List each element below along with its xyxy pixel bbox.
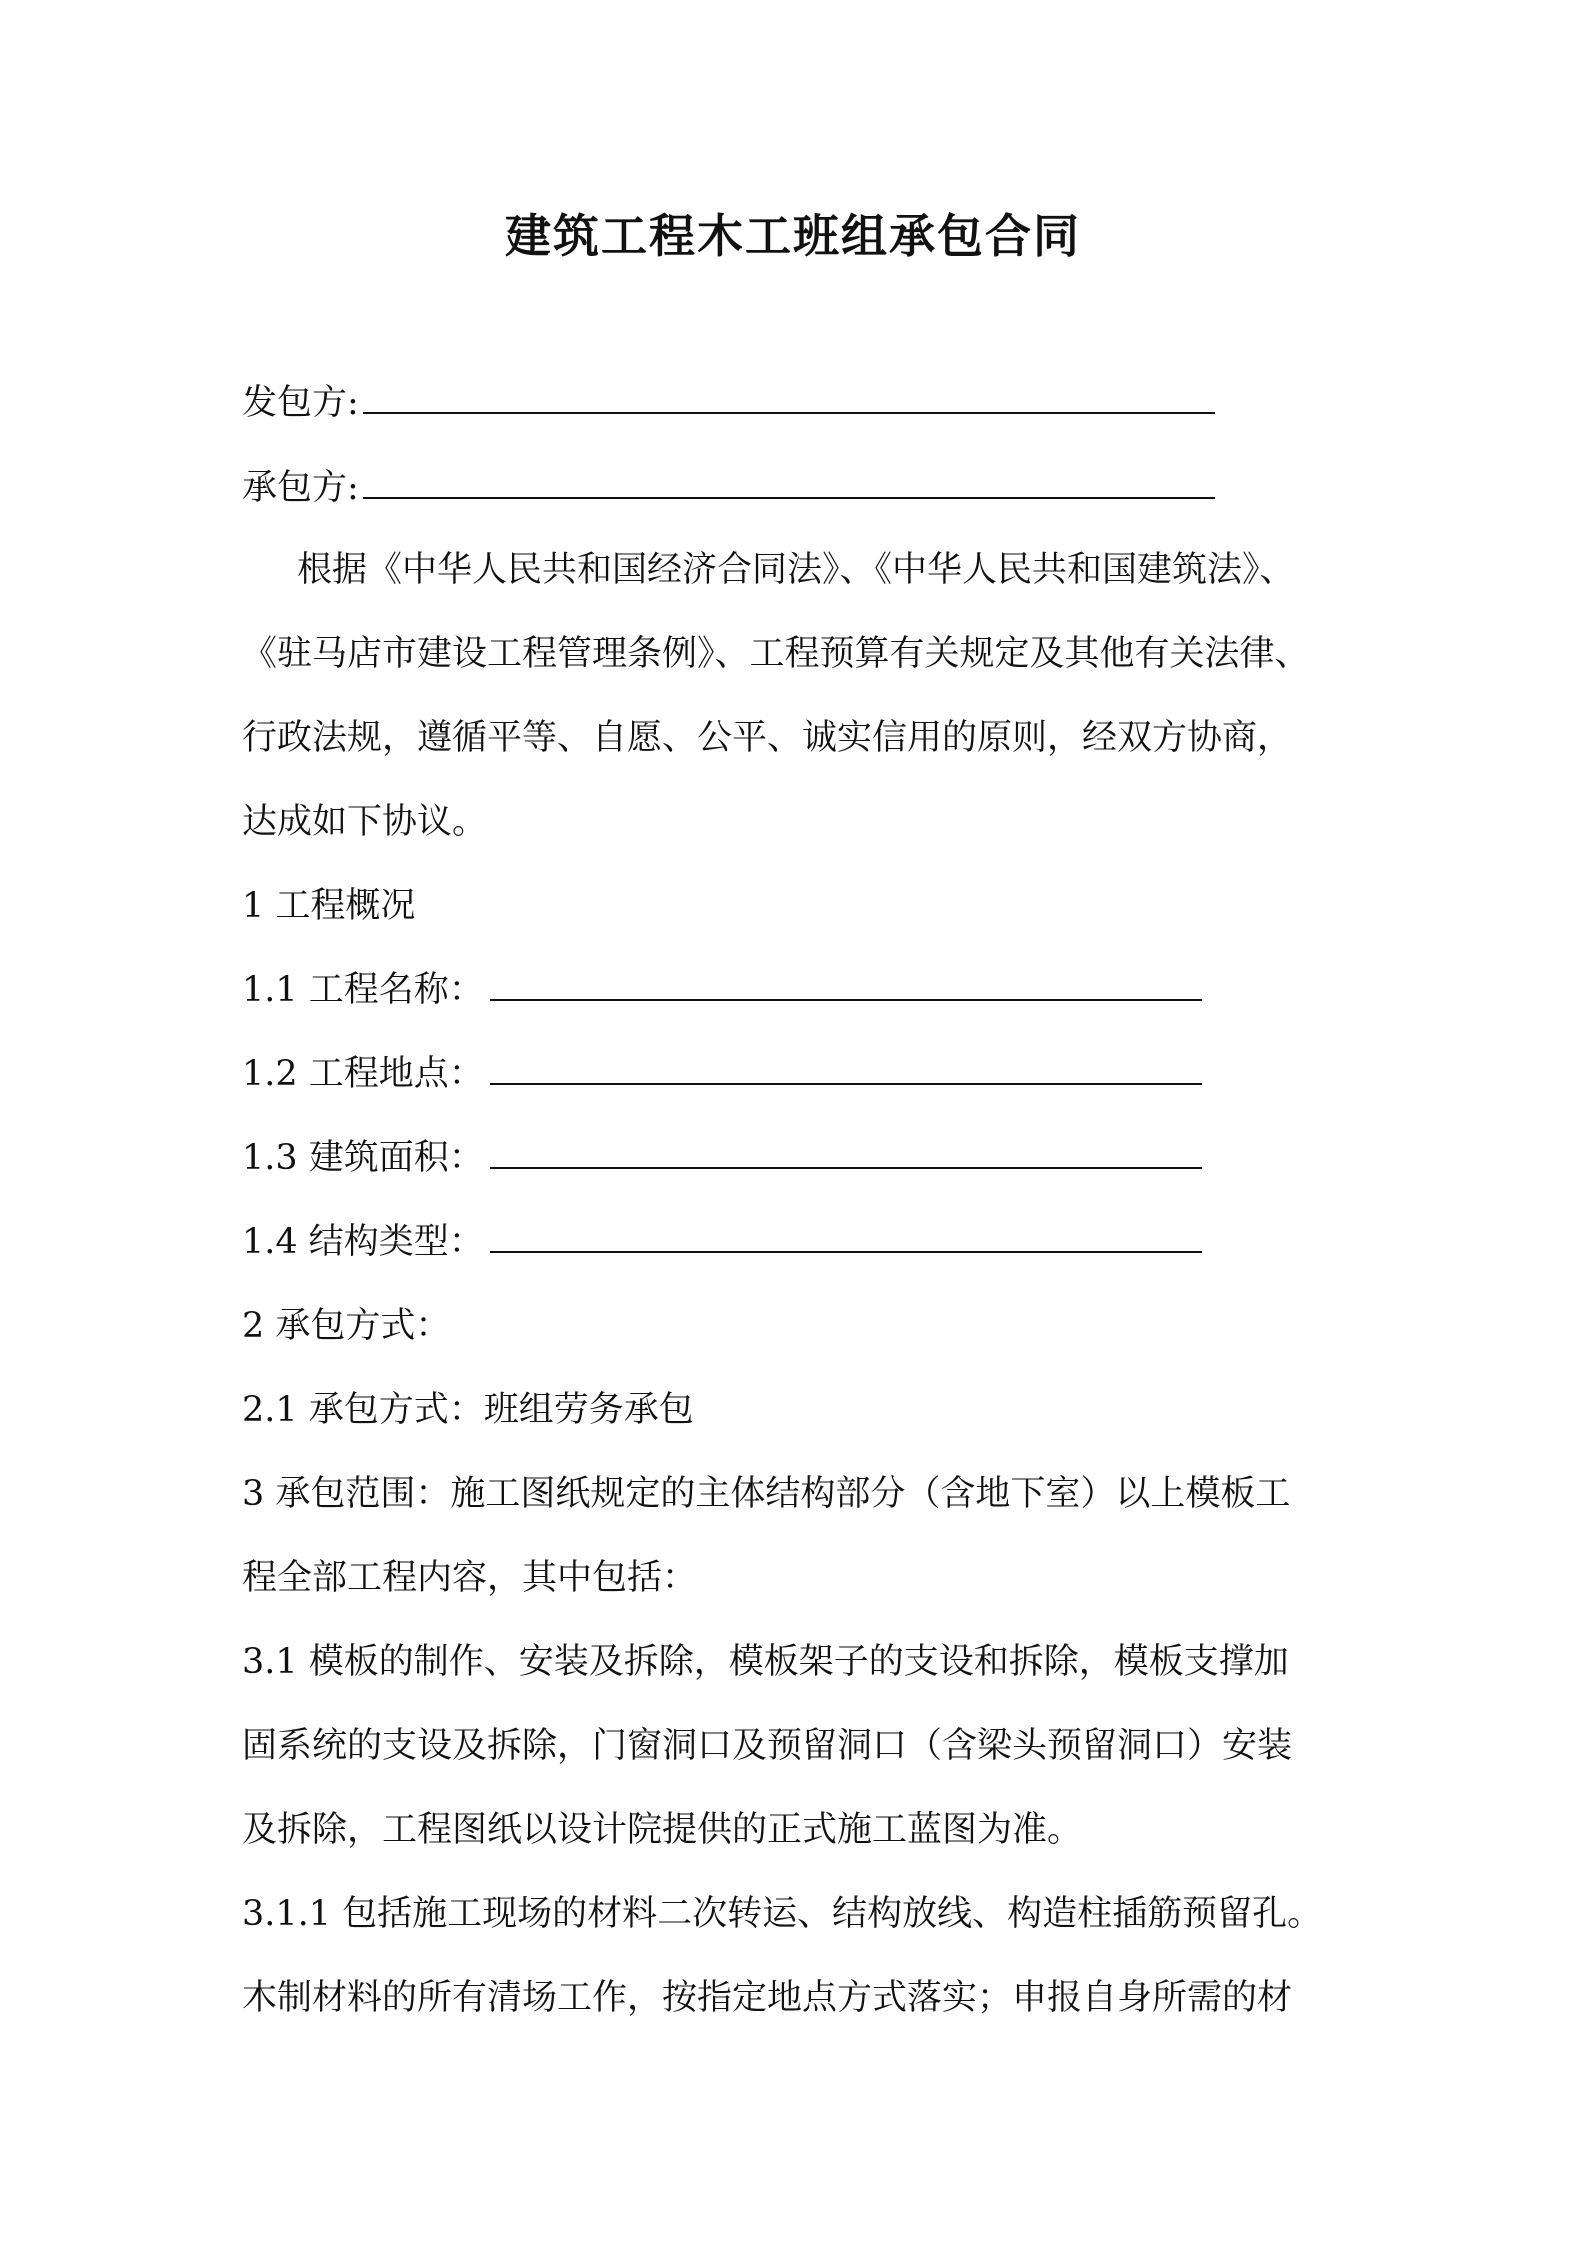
- building-area-blank: [490, 1133, 1202, 1169]
- section3-line-1: 3 承包范围：施工图纸规定的主体结构部分（含地下室）以上模板工: [242, 1474, 1291, 1514]
- section1-heading: 1 工程概况: [242, 886, 416, 926]
- employer-blank: [363, 378, 1215, 414]
- structure-type-line: [242, 1217, 1202, 1267]
- document-title: 建筑工程木工班组承包合同: [505, 209, 1081, 263]
- project-location-blank: [490, 1049, 1202, 1085]
- section3-line-7: 木制材料的所有清场工作，按指定地点方式落实；申报自身所需的材: [242, 1978, 1293, 2018]
- section3-line-5: 及拆除，工程图纸以设计院提供的正式施工蓝图为准。: [242, 1810, 1083, 1850]
- contractor-blank: [363, 463, 1215, 499]
- preamble-line-3: 行政法规，遵循平等、自愿、公平、诚实信用的原则，经双方协商，: [242, 718, 1293, 758]
- structure-type-label: 1.4 结构类型：: [242, 1222, 484, 1262]
- section3-line-2: 程全部工程内容，其中包括：: [242, 1558, 698, 1598]
- project-name-line: [242, 965, 1202, 1015]
- building-area-line: [242, 1133, 1202, 1183]
- preamble-line-4: 达成如下协议。: [242, 802, 488, 842]
- employer-label: 发包方:: [242, 383, 359, 423]
- contractor-line: [242, 463, 1215, 513]
- project-name-label: 1.1 工程名称：: [242, 970, 484, 1010]
- building-area-label: 1.3 建筑面积：: [242, 1138, 484, 1178]
- section3-line-6: 3.1.1 包括施工现场的材料二次转运、结构放线、构造柱插筋预留孔。: [242, 1894, 1323, 1934]
- structure-type-blank: [490, 1217, 1202, 1253]
- section2-item: 2.1 承包方式：班组劳务承包: [242, 1390, 694, 1430]
- section3-line-4: 固系统的支设及拆除，门窗洞口及预留洞口（含梁头预留洞口）安装: [242, 1726, 1293, 1766]
- preamble-line-1: 根据《中华人民共和国经济合同法》、《中华人民共和国建筑法》、: [297, 550, 1295, 590]
- project-location-label: 1.2 工程地点：: [242, 1054, 484, 1094]
- section3-line-3: 3.1 模板的制作、安装及拆除，模板架子的支设和拆除，模板支撑加: [242, 1642, 1289, 1682]
- section2-heading: 2 承包方式：: [242, 1306, 451, 1346]
- project-location-line: [242, 1049, 1202, 1099]
- employer-line: [242, 378, 1215, 428]
- contractor-label: 承包方:: [242, 468, 359, 508]
- preamble-line-2: 《驻马店市建设工程管理条例》、工程预算有关规定及其他有关法律、: [242, 634, 1310, 674]
- project-name-blank: [490, 965, 1202, 1001]
